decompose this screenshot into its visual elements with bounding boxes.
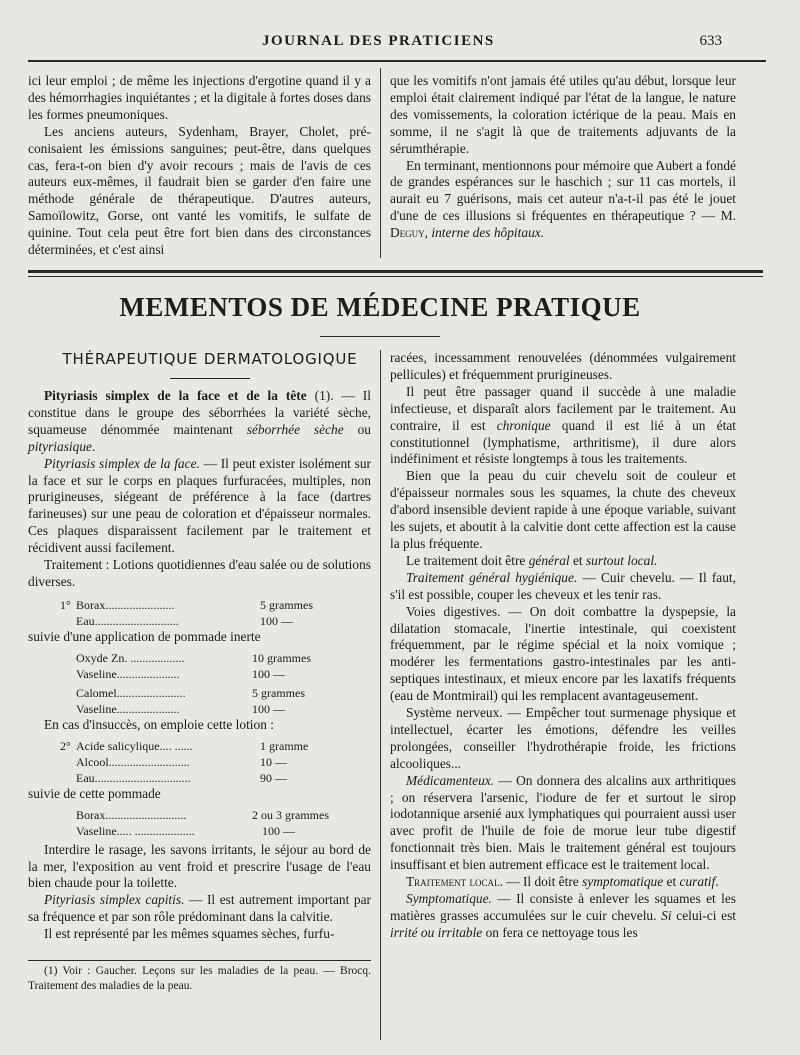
- paragraph: suivie de cette pommade: [28, 786, 161, 802]
- quantity: 1 gramme: [260, 738, 309, 753]
- term: pityriasique: [28, 438, 92, 454]
- author-name: Deguy: [390, 225, 425, 241]
- quantity: 5 grammes: [260, 597, 313, 612]
- prescription-line: [76, 823, 371, 839]
- ingredient: Borax.......................: [76, 597, 175, 612]
- subheading: Pityriasis simplex capitis.: [44, 892, 185, 908]
- paragraph: [390, 553, 736, 570]
- ingredient: Calomel.......................: [76, 685, 186, 700]
- quantity: 90 —: [260, 771, 287, 786]
- paragraph-text: .: [91, 438, 96, 454]
- paragraph: [28, 892, 371, 926]
- term: surtout local.: [585, 552, 658, 568]
- section-rule-thin: [28, 276, 763, 277]
- paragraph-text: — Il est autrement important par sa fréquence et par son rôle prédominant dans la calvitie.: [28, 892, 371, 925]
- page-number: 633: [699, 33, 722, 49]
- column-divider: [380, 68, 381, 258]
- paragraph-text: — Il consiste à enlever les squames et les matières grasses accumulées sur le cuir chevelu.: [390, 891, 736, 923]
- paragraph: Traitement : Lotions quotidiennes d'eau salée ou de solutions diverses.: [28, 557, 371, 589]
- ingredient: Eau................................: [76, 771, 191, 786]
- left-main-column: [28, 388, 371, 943]
- prescription-line: [60, 613, 371, 629]
- footnote-ref: (1). —: [306, 388, 355, 403]
- paragraph-text: ou: [343, 421, 371, 437]
- term: curatif: [679, 874, 716, 890]
- author-role: , interne des hôpitaux.: [424, 225, 545, 241]
- paragraph-text: quand il est lié à un état constitutionnel (lymphatisme, arthritisme), il dure alors indéfiniment et résiste longtemps à tous les traitements.: [390, 417, 736, 467]
- journal-title: JOURNAL DES PRATICIENS: [262, 33, 495, 49]
- section-rule-thick: [28, 270, 763, 273]
- paragraph: En cas d'insuccès, on emploie cette lotion :: [44, 716, 274, 732]
- subheading: Pityriasis simplex de la face.: [44, 455, 200, 471]
- paragraph-text: et: [663, 874, 680, 890]
- term: Si: [661, 907, 672, 923]
- section-title: THÉRAPEUTIQUE DERMATOLOGIQUE: [62, 350, 358, 368]
- paragraph-text: En terminant, mentionnons pour mémoire que Aubert a fondé de grandes espérances sur le haschich ; sur 11 cas mortels, il aurait eu 7 guérisons, mais cet auteur n'a-t-il pas été le jouet d'une de ces illusions si fréquentes en thérapeutique ? — M.: [390, 157, 736, 224]
- running-header: [0, 33, 800, 53]
- prescription-number: 2°: [60, 738, 71, 753]
- prescription-3: [76, 685, 371, 717]
- prescription-line: [76, 650, 371, 666]
- paragraph: [28, 456, 371, 557]
- paragraph-text: celui-ci est: [671, 907, 736, 923]
- term: irrité ou irritable: [390, 924, 483, 940]
- paragraph: que les vomitifs n'ont jamais été utiles qu'au début, lorsque leur emploi était clairement indiqué par l'état de la langue, le nature des vomissements, la coloration ictérique de la peau. Mais en somme, il ne s'agit là que de traitements adjuvants de la sérumthérapie.: [390, 73, 736, 156]
- paragraph: [390, 384, 736, 469]
- paragraph-text: Il constitue dans le groupe des séborrhées la variété sèche, squameuse dénommée maintenant: [28, 388, 371, 437]
- prescription-4: [60, 738, 371, 787]
- paragraph-text: — On donnera des alcalins aux arthritiques ; on réservera l'arsenic, l'iodure de fer et surtout le sirop iodotannique arsenié aux lymphatiques qui pourraient aussi user avec profit de l'huile de foie de morue leur tube digestif fonctionnait très bien. Mais le traitement général est toujours insuffisant et bien autrement efficace est le traitement local.: [390, 772, 736, 873]
- paragraph: Interdire le rasage, les savons irritants, le séjour au bord de la mer, l'exposition au vent froid et prescrire l'usage de l'eau bien chaude pour la toilette.: [28, 841, 371, 891]
- paragraph: [390, 570, 736, 604]
- footnote-text: (1) Voir : Gaucher. Leçons sur les maladies de la peau. — Brocq. Traitement des maladies de la peau.: [28, 965, 371, 992]
- quantity: 100 —: [252, 701, 285, 716]
- right-main-column: [390, 350, 736, 942]
- ingredient: Vaseline..... ....................: [76, 824, 195, 839]
- prescription-line: [60, 738, 371, 754]
- ingredient: Eau............................: [76, 614, 179, 629]
- subheading: Médicamenteux.: [406, 772, 495, 788]
- paragraph-text: — Il doit être: [502, 874, 583, 890]
- section-title-underline: [170, 378, 250, 379]
- ingredient: Oxyde Zn. ..................: [76, 651, 185, 666]
- term: général: [528, 552, 570, 568]
- paragraph: racées, incessamment renouvelées (dénommées vulgairement pellicules) et fréquemment prurigineuses.: [390, 350, 736, 382]
- ingredient: Acide salicylique.... ......: [76, 738, 193, 753]
- paragraph: suivie d'une application de pommade inerte: [28, 629, 261, 645]
- term: séborrhée sèche: [246, 421, 344, 437]
- prescription-number: 1°: [60, 597, 71, 612]
- paragraph: [390, 158, 736, 243]
- subheading: Symptomatique.: [406, 891, 492, 906]
- paragraph: [390, 773, 736, 874]
- paragraph: Les anciens auteurs, Sydenham, Brayer, Cholet, préconisaient les émissions sanguines; peut-être, dans quelques cas, fera-t-on bien d'y avoir recours ; mais de l'avis de ces auteurs eux-mêmes, il faudrait bien se garder d'en faire une méthode générale de thérapeutique. D'autres auteurs, Samoïlowitz, Gorse, ont vanté les vomitifs, le sulfate de quinine. Tout cela peut être fort bien dans des circonstances déterminées, et c'est ainsi: [28, 123, 371, 258]
- quantity: 10 —: [260, 755, 287, 769]
- top-right-column: [390, 73, 736, 242]
- subheading: Traitement local.: [406, 874, 503, 890]
- prescription-2: [76, 650, 371, 682]
- prescription-5: [76, 807, 371, 839]
- quantity: 100 —: [262, 824, 295, 839]
- prescription-1: [60, 597, 371, 629]
- paragraph: Bien que la peau du cuir chevelu soit de couleur et d'épaisseur normales sous les squames, la chute des cheveux d'abord insensible devient rapide à une époque variable, suivant les sujets, et aboutit à la calvitie dont cette affection est la cause la plus fréquente.: [390, 468, 736, 551]
- prescription-line: [76, 701, 371, 717]
- paragraph: ici leur emploi ; de même les injections d'ergotine quand il y a des hémorrhagies inquiétantes ; et la digitale à fortes doses dans les formes pneumoniques.: [28, 73, 371, 122]
- paragraph-text: — Il peut exister isolément sur la face et sur le corps en plaques furfuracées, multiples, non prurigineuses, siégeant de préférence à la face (dartres farineuses) sur une peau de coloration et d'épaisseur normales. Ces plaques disparaissent facilement par le traitement et récidivent aussi facilement.: [28, 455, 371, 556]
- subheading: Pityriasis simplex de la face et de la tête: [44, 388, 307, 403]
- footnote-rule: [28, 960, 371, 961]
- ingredient: Alcool...........................: [76, 755, 190, 769]
- ingredient: Vaseline.....................: [76, 667, 180, 682]
- quantity: 5 grammes: [252, 685, 305, 700]
- header-rule: [28, 60, 766, 62]
- ingredient: Borax...........................: [76, 808, 187, 823]
- paragraph: [28, 388, 371, 456]
- column-divider: [380, 350, 381, 1040]
- prescription-line: [76, 807, 371, 823]
- paragraph-text: — Cuir chevelu. — Il faut, s'il est possible, couper les cheveux et les tenir ras.: [390, 569, 736, 602]
- quantity: 100 —: [260, 614, 293, 629]
- paragraph-text: .: [715, 874, 719, 890]
- prescription-line: [76, 685, 371, 701]
- footnote: [28, 964, 371, 994]
- paragraph-text: on fera ce nettoyage tous les: [482, 924, 638, 940]
- quantity: 100 —: [252, 667, 285, 682]
- quantity: 2 ou 3 grammes: [252, 808, 329, 823]
- prescription-line: [60, 770, 371, 786]
- paragraph: Voies digestives. — On doit combattre la dyspepsie, la dilatation stomacale, l'inertie intestinale, qui coexistent fréquemment, par le régime spécial et la noix vomique ; modérer les fermentations gastro-intestinales par les antiseptiques intestinaux, et mieux encore par les laxatifs fréquents (eau de Montmirail) qui les remplacent avantageusement.: [390, 603, 736, 704]
- title-underline: [320, 336, 440, 337]
- quantity: 10 grammes: [252, 651, 311, 666]
- term: chronique: [496, 417, 551, 433]
- term: symptomatique: [582, 874, 664, 890]
- paragraph: Système nerveux. — Empêcher tout surmenage physique et intellectuel, écarter les émotions, défendre les veilles prolongées, conseiller l'hydrothérapie froide, les frictions alcooliques...: [390, 705, 736, 771]
- subheading: Traitement général hygiénique.: [406, 569, 578, 585]
- paragraph-text: Il peut être passager quand il succède à une maladie infectieuse, et disparaît alors facilement par le traitement. Au contraire, il est: [390, 383, 736, 433]
- paragraph: Il est représenté par les mêmes squames sèches, furfu-: [44, 926, 335, 942]
- main-title: MEMENTOS DE MÉDECINE PRATIQUE: [119, 292, 641, 322]
- top-left-column: [28, 73, 371, 259]
- prescription-line: [76, 666, 371, 682]
- paragraph: [390, 891, 736, 942]
- prescription-line: [60, 597, 371, 613]
- paragraph: [390, 874, 736, 891]
- prescription-line: [60, 754, 371, 770]
- ingredient: Vaseline.....................: [76, 701, 180, 716]
- paragraph-text: et: [569, 552, 586, 568]
- paragraph-text: Le traitement doit être: [406, 552, 529, 568]
